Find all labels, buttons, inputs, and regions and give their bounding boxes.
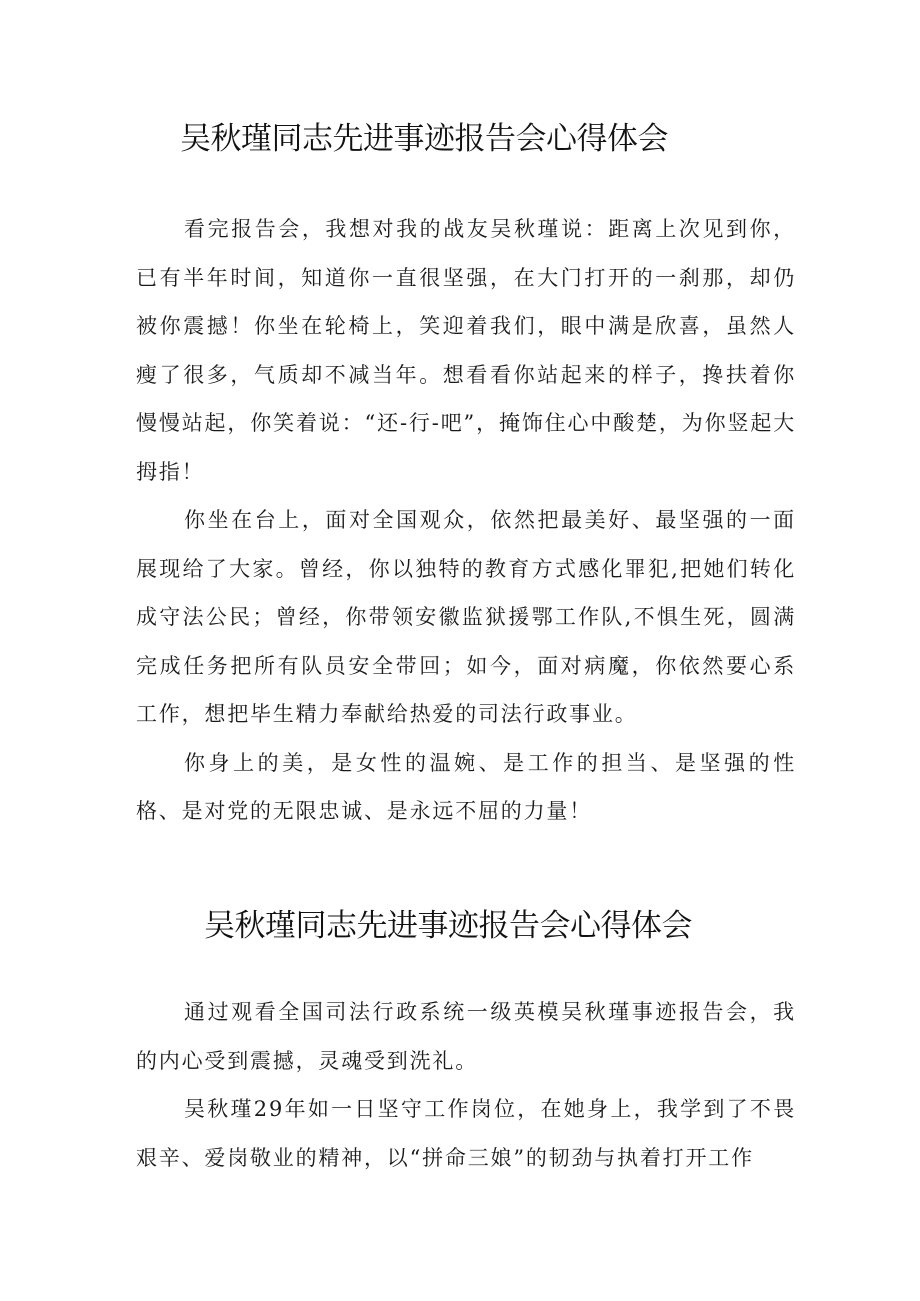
article-body (136, 205, 796, 836)
paragraph: 吴秋瑾29年如一日坚守工作岗位，在她身上，我学到了不畏艰辛、爱岗敬业的精神，以“拼命三娘”的韧劲与执着打开工作 (136, 1097, 796, 1170)
paragraph: 你坐在台上，面对全国观众，依然把最美好、最坚强的一面展现给了大家。曾经，你以独特的教育方式感化罪犯,把她们转化成守法公民；曾经，你带领安徽监狱援鄂工作队,不惧生死，圆满完成任务把所有队员安全带回；如今，面对病魔，你依然要心系工作，想把毕生精力奉献给热爱的司法行政事业。 (136, 508, 796, 726)
article-title: 吴秋瑾同志先进事迹报告会心得体会 (180, 121, 668, 157)
article-body (136, 988, 796, 1182)
article-title: 吴秋瑾同志先进事迹报告会心得体会 (204, 908, 692, 944)
paragraph: 通过观看全国司法行政系统一级英模吴秋瑾事迹报告会，我的内心受到震撼，灵魂受到洗礼。 (136, 1000, 796, 1073)
paragraph: 你身上的美，是女性的温婉、是工作的担当、是坚强的性格、是对党的无限忠诚、是永远不屈的力量！ (136, 750, 796, 823)
paragraph: 看完报告会，我想对我的战友吴秋瑾说：距离上次见到你，已有半年时间，知道你一直很坚强，在大门打开的一刹那，却仍被你震撼！你坐在轮椅上，笑迎着我们，眼中满是欣喜，虽然人瘦了很多，气质却不减当年。想看看你站起来的样子，搀扶着你慢慢站起，你笑着说：“还-行-吧”，掩饰住心中酸楚，为你竖起大拇指！ (136, 217, 796, 484)
